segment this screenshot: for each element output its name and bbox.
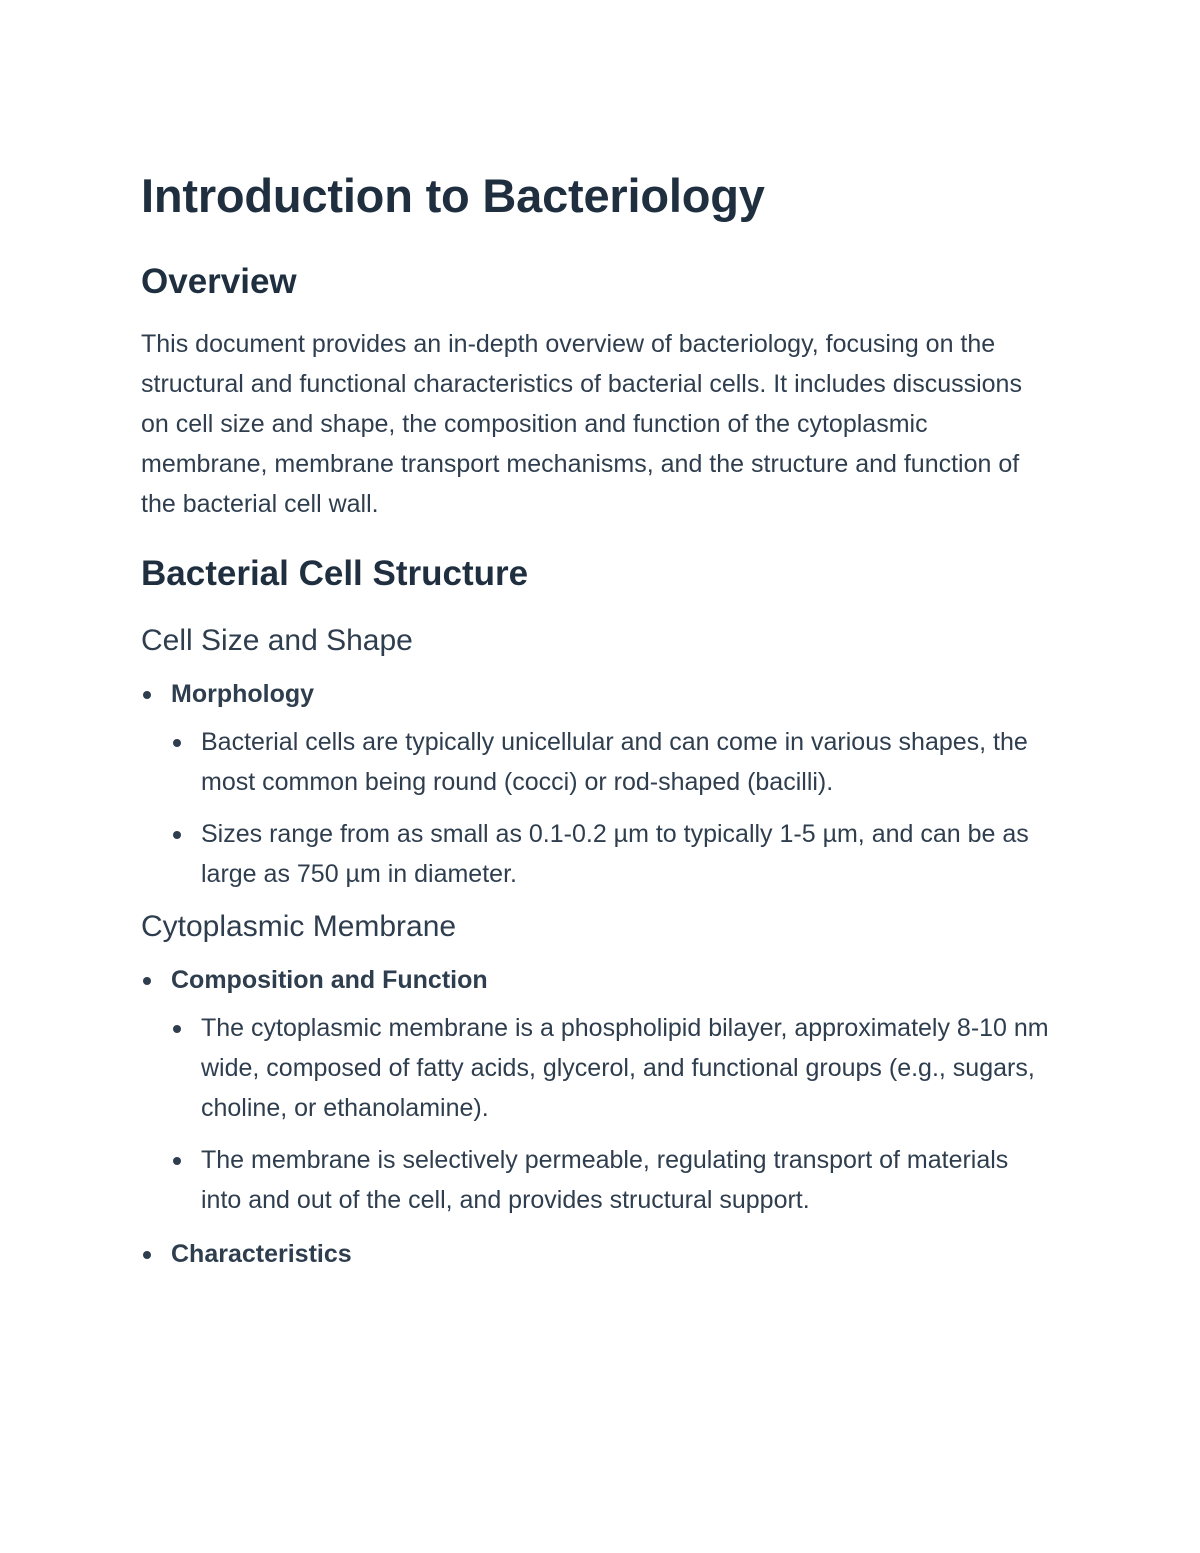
characteristics-label: Characteristics [171, 1240, 352, 1268]
morphology-point-2: Sizes range from as small as 0.1-0.2 µm to typically 1-5 µm, and can be as large as 750 µm in diameter. [201, 820, 1029, 888]
list-item [141, 960, 1050, 1220]
overview-heading: Overview [141, 262, 297, 301]
bullet-icon [143, 977, 151, 985]
composition-function-sublist [171, 1008, 1050, 1220]
list-item [171, 814, 1050, 894]
overview-paragraph: This document provides an in-depth overview of bacteriology, focusing on the structural and functional characteristics of bacterial cells. It includes discussions on cell size and shape, the composition and function of the cytoplasmic membrane, membrane transport mechanisms, and the structure and function of the bacterial cell wall. [141, 330, 1022, 518]
document-title: Introduction to Bacteriology [141, 169, 765, 222]
bullet-icon [173, 1025, 181, 1033]
bullet-icon [173, 739, 181, 747]
morphology-point-1: Bacterial cells are typically unicellular and can come in various shapes, the most common being round (cocci) or rod-shaped (bacilli). [201, 728, 1028, 796]
bullet-icon [173, 831, 181, 839]
list-item [171, 1140, 1050, 1220]
composition-point-2: The membrane is selectively permeable, regulating transport of materials into and out of the cell, and provides structural support. [201, 1146, 1009, 1214]
composition-point-1: The cytoplasmic membrane is a phospholipid bilayer, approximately 8-10 nm wide, composed of fatty acids, glycerol, and functional groups (e.g., sugars, choline, or ethanolamine). [201, 1014, 1049, 1122]
bullet-icon [143, 691, 151, 699]
morphology-label: Morphology [171, 680, 315, 708]
bacterial-cell-structure-heading: Bacterial Cell Structure [141, 554, 529, 593]
morphology-sublist [171, 722, 1050, 894]
list-item [141, 1234, 1050, 1274]
composition-function-label: Composition and Function [171, 966, 488, 994]
bullet-icon [143, 1251, 151, 1259]
cell-size-shape-heading: Cell Size and Shape [141, 624, 413, 657]
list-item [141, 674, 1050, 894]
cytoplasmic-membrane-heading: Cytoplasmic Membrane [141, 910, 457, 943]
cell-size-shape-list [141, 674, 1050, 894]
list-item [171, 722, 1050, 802]
bullet-icon [173, 1157, 181, 1165]
cytoplasmic-membrane-list [141, 960, 1050, 1274]
list-item [171, 1008, 1050, 1128]
